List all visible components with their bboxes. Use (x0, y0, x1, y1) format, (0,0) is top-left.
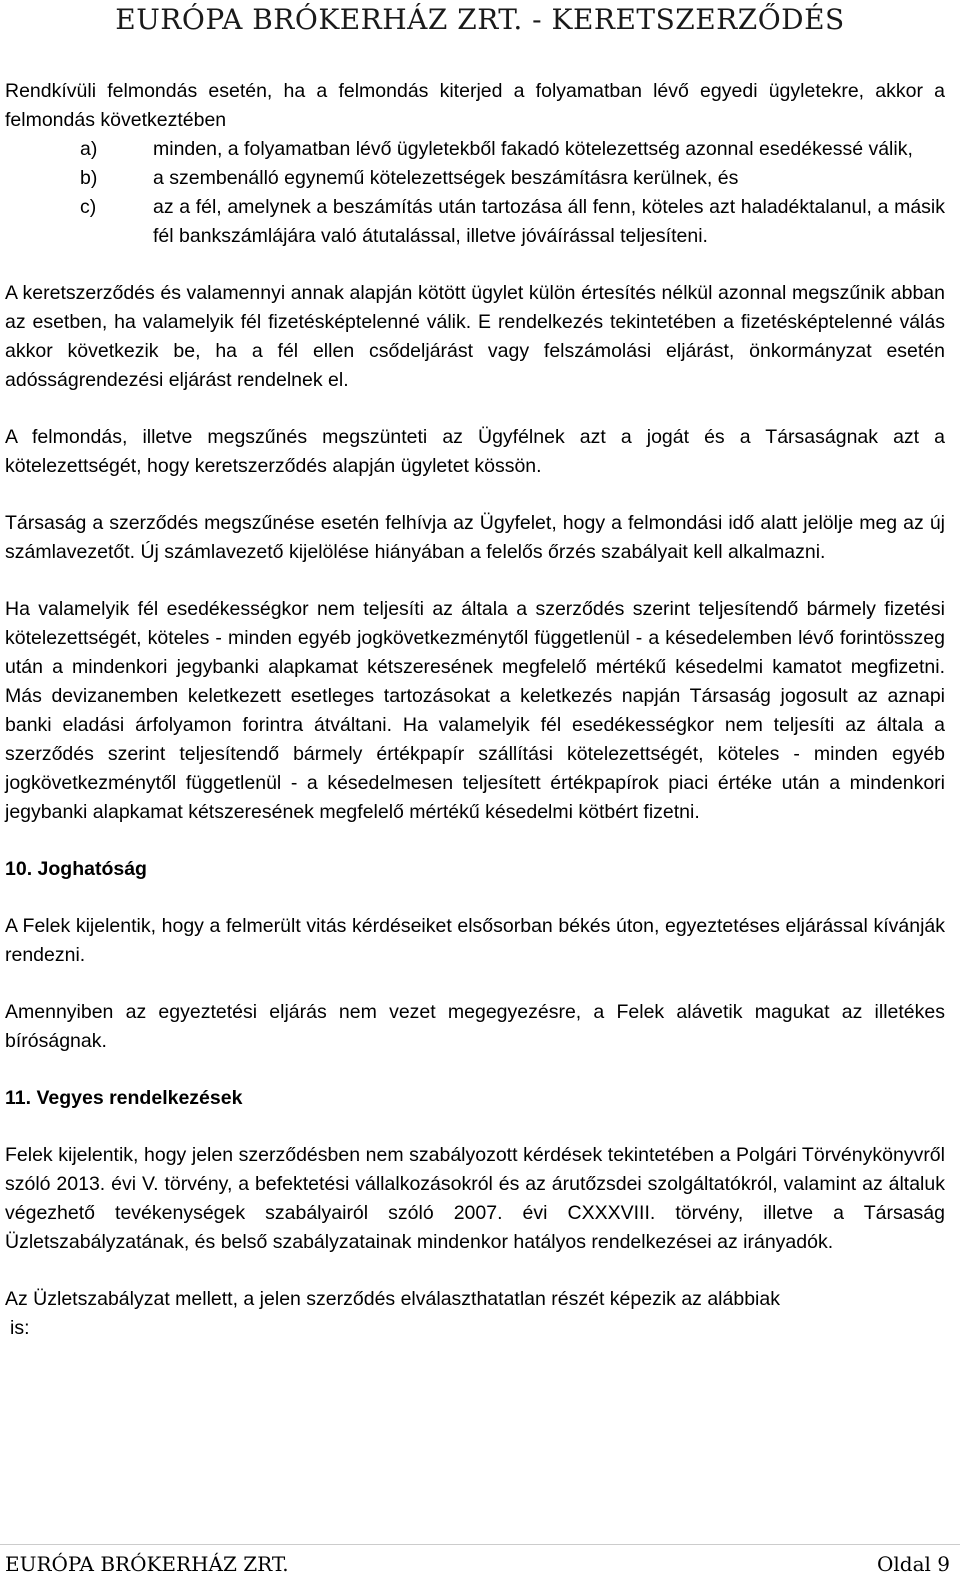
list-item (5, 164, 945, 193)
intro-paragraph: Rendkívüli felmondás esetén, ha a felmondás kiterjed a folyamatban lévő egyedi ügyletekre, akkor a felmondás következtében (5, 80, 945, 131)
footer-company: EURÓPA BRÓKERHÁZ ZRT. (5, 1552, 289, 1576)
annex-line: is: (10, 1317, 30, 1339)
section-heading-misc: 11. Vegyes rendelkezések (5, 1087, 243, 1109)
page-footer (0, 1544, 960, 1580)
termination-effect-paragraph: A felmondás, illetve megszűnés megszünteti az Ügyfélnek azt a jogát és a Társaságnak azt a kötelezettségét, hogy keretszerződés alapján ügyletet kössön. (5, 426, 945, 477)
list-marker: c) (80, 196, 97, 218)
list-text: minden, a folyamatban lévő ügyletekből fakadó kötelezettség azonnal esedékessé válik, (153, 138, 913, 160)
list-text: az a fél, amelynek a beszámítás után tartozása áll fenn, köteles azt haladéktalanul, a másik fél bankszámlájára való átutalással, illetve jóváírással teljesíteni. (153, 196, 945, 247)
applicable-law-paragraph: Felek kijelentik, hogy jelen szerződésben nem szabályozott kérdések tekintetében a Polgári Törvénykönyvről szóló 2013. évi V. törvény, a befektetési vállalkozásokról és az árutőzsdei szolgáltatókról, valamint az általuk végezhető tevékenységek szabályairól szóló 2007. évi CXXXVIII. törvény, illetve a Társaság Üzletszabályzatának, és belső szabályzatainak mindenkor hatályos rendelkezései az irányadók. (5, 1144, 945, 1253)
annex-paragraph (5, 1285, 945, 1343)
section-heading-jurisdiction: 10. Joghatóság (5, 858, 147, 880)
account-manager-paragraph: Társaság a szerződés megszűnése esetén felhívja az Ügyfelet, hogy a felmondási idő alatt jelölje meg az új számlavezetőt. Új számlavezető kijelölése hiányában a felelős őrzés szabályait kell alkalmazni. (5, 512, 945, 563)
annex-line: Az Üzletszabályzat mellett, a jelen szerződés elválaszthatatlan részét képezik az alábbiak (5, 1288, 780, 1310)
list-text: a szembenálló egynemű kötelezettségek beszámításra kerülnek, és (153, 167, 739, 189)
insolvency-paragraph: A keretszerződés és valamennyi annak alapján kötött ügylet külön értesítés nélkül azonnal megszűnik abban az esetben, ha valamelyik fél fizetésképtelenné válik. E rendelkezés tekintetében a fizetésképtelenné válás akkor következik be, ha a fél ellen csődeljárást vagy felszámolási eljárást, önkormányzat esetén adósságrendezési eljárást rendelnek el. (5, 282, 945, 391)
list-marker: b) (80, 167, 98, 189)
page-number: Oldal 9 (877, 1552, 950, 1576)
list-item (5, 135, 945, 164)
consequence-list (5, 135, 945, 251)
late-payment-paragraph: Ha valamelyik fél esedékességkor nem teljesíti az általa a szerződés szerint teljesítendő bármely fizetési kötelezettségét, köteles - minden egyéb jogkövetkezménytől függetlenül - a késedelemben lévő forintösszeg után a mindenkori jegybanki alapkamat kétszeresének megfelelő mértékű késedelmi kamatot megfizetni. Más devizanemben keletkezett esetleges tartozásokat a keletkezés napján Társaság jogosult az aznapi banki eladási árfolyamon forintra átváltani. Ha valamelyik fél esedékességkor nem teljesíti az általa a szerződés szerint teljesítendő bármely értékpapír szállítási kötelezettségét, köteles - minden egyéb jogkövetkezménytől függetlenül - a késedelmesen teljesített értékpapírok piaci értéke után a mindenkori jegybanki alapkamat kétszeresének megfelelő mértékű késedelmi kötbért fizetni. (5, 598, 945, 823)
header-title: EURÓPA BRÓKERHÁZ ZRT. - KERETSZERZŐDÉS (115, 3, 845, 36)
list-item (5, 193, 945, 251)
document-body (5, 77, 945, 1343)
list-marker: a) (80, 138, 98, 160)
page-header (0, 0, 960, 42)
court-paragraph: Amennyiben az egyeztetési eljárás nem vezet megegyezésre, a Felek alávetik magukat az illetékes bíróságnak. (5, 1001, 945, 1052)
dispute-paragraph: A Felek kijelentik, hogy a felmerült vitás kérdéseiket elsősorban békés úton, egyeztetéses eljárással kívánják rendezni. (5, 915, 945, 966)
